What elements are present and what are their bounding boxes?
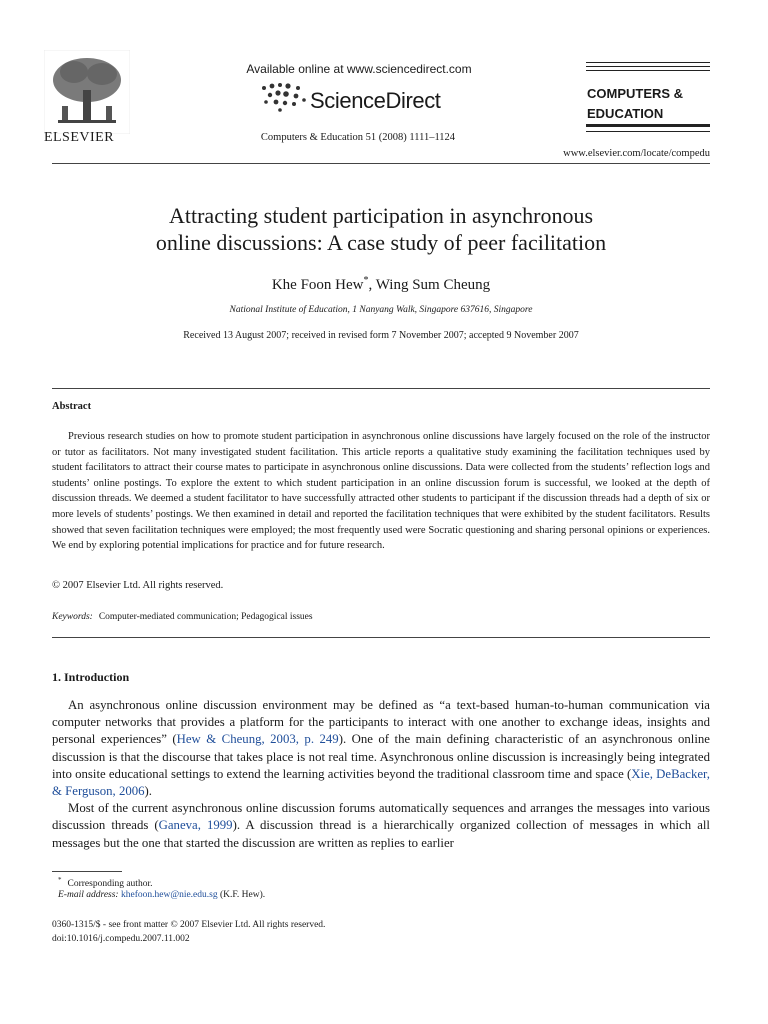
- available-online-text: Available online at www.sciencedirect.com: [246, 62, 472, 76]
- footnote-mark: *: [58, 876, 62, 884]
- intro-paragraph: [52, 697, 710, 800]
- author-name[interactable]: Khe Foon Hew: [271, 277, 364, 293]
- header-divider: [52, 163, 710, 164]
- email-suffix: (K.F. Hew).: [219, 890, 266, 900]
- elsevier-tree-logo: [44, 50, 130, 134]
- citation-link[interactable]: Ganeva, 1999: [158, 818, 233, 833]
- sciencedirect-dots-icon: [258, 80, 310, 114]
- abstract-bottom-divider: [52, 637, 710, 638]
- citation-link[interactable]: Xie, DeBacker, & Ferguson, 2006: [52, 766, 711, 799]
- journal-masthead-line2: EDUCATION: [587, 106, 664, 121]
- abstract-top-divider: [52, 388, 710, 389]
- journal-masthead-line1: COMPUTERS &: [587, 86, 684, 101]
- paragraph-text: Most of the current asynchronous online discussion forums automatically sequences and arranges the messages into various discussion threads (: [52, 801, 710, 833]
- publisher-name: ELSEVIER: [43, 130, 115, 145]
- journal-url-link[interactable]: www.elsevier.com/locate/compedu: [563, 148, 710, 159]
- author-list: [52, 275, 710, 294]
- paragraph-text: An asynchronous online discussion environment may be defined as “a text-based human-to-human communication via computer networks that provides a platform for the participants to interact with one another to exchange ideas, insights and personal experiences” (: [52, 698, 710, 747]
- journal-citation: Computers & Education 51 (2008) 1111–1124: [260, 132, 456, 143]
- introduction-body: [52, 697, 710, 852]
- sciencedirect-logo-text: ScienceDirect: [310, 88, 441, 113]
- section-heading: 1. Introduction: [52, 670, 130, 684]
- article-title-line2: online discussions: A case study of peer facilitation: [155, 230, 607, 255]
- keywords-label: Keywords:: [52, 612, 93, 622]
- affiliation: National Institute of Education, 1 Nanyang Walk, Singapore 637616, Singapore: [229, 305, 533, 315]
- keywords-line: [52, 612, 313, 622]
- keywords-values: Computer-mediated communication; Pedagogical issues: [98, 612, 313, 622]
- abstract-heading: Abstract: [52, 401, 92, 412]
- author-name[interactable]: Wing Sum Cheung: [375, 277, 491, 293]
- received-dates: Received 13 August 2007; received in revised form 7 November 2007; accepted 9 November 2007: [183, 330, 579, 341]
- email-link[interactable]: khefoon.hew@nie.edu.sg: [120, 890, 218, 900]
- masthead-rule: [586, 66, 710, 67]
- masthead-rule: [586, 131, 710, 132]
- footnote-divider: [52, 871, 122, 872]
- paragraph-text: ). A discussion thread is a hierarchically organized collection of messages in which all messages but the one that started the discussion are written as replies to earlier: [52, 818, 710, 850]
- email-label: E-mail address:: [58, 890, 119, 900]
- issn-line: 0360-1315/$ - see front matter © 2007 Elsevier Ltd. All rights reserved.: [52, 920, 326, 930]
- abstract-body: [52, 429, 710, 554]
- masthead-rule: [586, 62, 710, 63]
- footnote-corresponding: [58, 876, 152, 889]
- paragraph-text: ).: [144, 784, 153, 799]
- doi-line[interactable]: doi:10.1016/j.compedu.2007.11.002: [52, 934, 190, 944]
- corresponding-author-mark: *: [363, 275, 369, 286]
- author-separator: ,: [368, 277, 376, 293]
- abstract-text: Previous research studies on how to promote student participation in asynchronous online discussions have largely focused on the role of the instructor or tutor as facilitators. Not many investigated student facilitation. This article reports a qualitative study examining the facilitation techniques used by student facilitators to attract their course mates to participate in asynchronous online discussions. Data were collected from the students’ reflection logs and students’ online postings. To explore the extent to which student participation in an online discussion forum is successful, we looked at the depth of discussion threads. We deemed a student facilitator to have successfully attracted other students to participant if the discussion threads had a depth of six or more levels of students’ postings. We then examined in detail and reported the facilitation techniques that were exhibited by the student facilitators. Results showed that seven facilitation techniques were employed; the most frequently used were Socratic questioning and sharing personal opinions or experiences. We end by exploring potential implications for practice and for future research.: [52, 431, 710, 552]
- journal-masthead: [587, 84, 717, 124]
- citation-link[interactable]: Hew & Cheung, 2003, p. 249: [176, 732, 339, 747]
- article-title: [52, 202, 710, 256]
- masthead-rule: [586, 124, 710, 127]
- masthead-rule: [586, 70, 710, 71]
- paragraph-text: ). One of the main defining characteristic of an asynchronous online discussion is that the discourse that takes place is not real time. Asynchronous online discussion is increasingly being integrated into onsite educational settings to extend the learning activities beyond the traditional classroom time and space (: [52, 732, 710, 781]
- article-title-line1: Attracting student participation in asynchronous: [168, 203, 593, 228]
- footnote-email: [58, 890, 265, 900]
- abstract-copyright: © 2007 Elsevier Ltd. All rights reserved.: [52, 580, 224, 591]
- footnote-text: Corresponding author.: [67, 879, 153, 890]
- intro-paragraph: [52, 800, 710, 852]
